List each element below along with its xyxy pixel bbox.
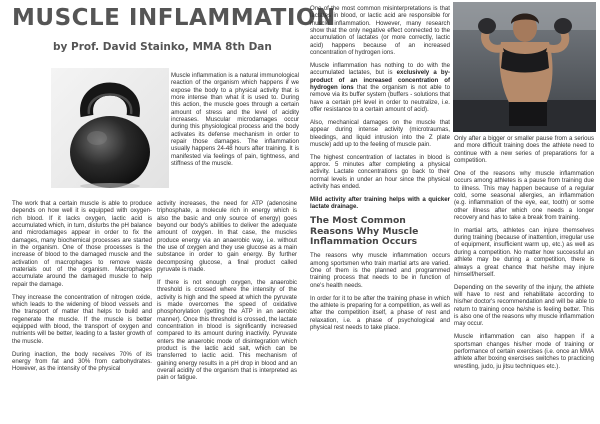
female-fighter-photo bbox=[453, 2, 596, 132]
column3-paragraph-4: The highest concentration of lactates in blood is approx. 5 minutes after completing a physical activity. Lactate concentrations go back to their normal levels in under an hour since the physical activity has ended. bbox=[310, 153, 450, 191]
intro-text: Muscle inflammation is a natural immunological reaction of the organism which happens if we expose the body to a physical activity that is more intense than what it is used to. During this action, the muscle goes through a certain amount of stress and the level of acidity increases. Muscular microdamages occur during this physiological process and the body activates its defense mechanism in order to repair those damages. The inflammation usually happens 24-48 hours after training. It is manifested via feelings of pain, tightness, and stiffness of the muscle. bbox=[171, 72, 299, 168]
lactate-drainage-tip: Mild activity after training helps with a quicker lactate drainage. bbox=[310, 195, 450, 211]
column1-paragraph-1: The work that a certain muscle is able to produce depends on how well it is equipped with oxygen-rich blood. If it lacks oxygen, lactic acid is accumulated which, in turn, disturbs the pH balance and microdamages appear in order to fix the damages, many biochemical processes are started in the organism. One of those processes is the increase of blood to the damaged muscle and the activation of macrophages to remove waste materials out of the organism. Macrophages accumulate around the damaged muscle to help repair the damage. bbox=[12, 200, 152, 288]
column2-paragraph-1: activity increases, the need for ATP (adenosine triphosphate, a molecule rich in energy which is also the basic and only source of energy) goes beyond our body's abilities to deliver the adequate amount of oxygen. In that case, the muscles produce energy via an anaerobic way, i.e. without the use of oxygen and they use glucose as a main substance in order to gain energy. By further decomposing glucose, a final product called pyruvate is made. bbox=[157, 200, 297, 274]
page-title: MUSCLE INFLAMMATION bbox=[12, 5, 336, 31]
column3-paragraph-1: One of the most common misinterpretations is that lactates in blood, or lactic acid are responsible for muscle inflammation. However, many research show that the only negative effect connected to the accumulation of lactates (or more correctly, lactic acid) happens because of an increased concentration of hydrogen ions. bbox=[310, 5, 450, 57]
column3-paragraph-2-end: that the organism is not able to remove via its buffer system (buffers - solutions that have a certain pH level in order to neutralize, i.e. offer resistance to a certain amount of acid). bbox=[310, 83, 450, 113]
column3-paragraph-3: Also, mechanical damages on the muscle that appear during intense activity (microtraumas, bleedings, and liquid intrusion into the Z plate muscle) add up to the feeling of muscle pain. bbox=[310, 118, 450, 148]
column4-paragraph-4: Depending on the severity of the injury, the athlete will have to rest and rehabilitate according to his/her doctor's recommendation and will be able to return to training once he/she is feeling better. This is also one of the reasons why muscle inflammation may occur. bbox=[454, 283, 594, 328]
section-heading: The Most Common Reasons Why Muscle Inflammation Occurs bbox=[310, 215, 419, 247]
column2-paragraph-2: If there is not enough oxygen, the anaerobic threshold is crossed where the intensity of the activity is high and the speed at which the pyruvate is made overcomes the speed of oxidative phosphorylation (getting the ATP in an aerobic manner). Once this threshold is crossed, the lactate concentration in blood is significantly increased compared to its amount during inactivity. Pyruvate enters the anaerobic mode of disintegration which product is the lactic acid salt, which can be transferred to lactic acid. This mechanism of gaining energy results in a pH drop in blood and an overall acidity of the organism that is interpreted as pain or fatigue. bbox=[157, 278, 297, 382]
column4-paragraph-2: One of the reasons why muscle inflammation occurs among athletes is a pause from training due to illness. This may happen because of a regular cold, some seasonal allergies, an inflammation (e.g. inflammation of the eye, ear, tooth) or some other illness after which one needs a longer recovery and has to take a break from training. bbox=[454, 169, 594, 221]
column4-paragraph-1: Only after a bigger or smaller pause from a serious and more difficult training does the athlete need to continue with a new series of preparations for a competition. bbox=[454, 135, 594, 165]
column3-paragraph-2 bbox=[310, 62, 450, 113]
author-byline: by Prof. David Stainko, MMA 8th Dan bbox=[53, 41, 272, 53]
column4-paragraph-5: Muscle inflammation can also happen if a sportsman changes his/her mode of training or performance of certain exercises (i.e. once an MMA athlete after boxing exercises switches to practicing wrestling, judo, ju jitsu techniques etc.). bbox=[454, 333, 594, 370]
article-column-1 bbox=[12, 200, 152, 378]
column1-paragraph-3: During inaction, the body receives 70% of its energy from fat and 30% from carbohydrates. However, as the intensity of the physical bbox=[12, 350, 152, 373]
hydrogen-ions-emphasis: exclusively a by-product of an increased concentration of hydrogen ions bbox=[310, 69, 450, 91]
column3-paragraph-5: The reasons why muscle inflammation occurs among sportsmen who train martial arts are varied. One of them is the planned and programmed training process that needs to be in function of one's health needs. bbox=[310, 252, 450, 289]
kettlebell-photo bbox=[51, 68, 169, 188]
article-column-4 bbox=[454, 135, 594, 375]
column3-paragraph-6: In order for it to be after the training phase in which the athlete is preparing for a competition, as well as after the competition itself, a phase of rest and relaxation, i.e. a phase of psychological and physical rest needs to take place. bbox=[310, 294, 450, 331]
article-column-3 bbox=[310, 5, 450, 337]
column1-paragraph-2: They increase the concentration of nitrogen oxide, which leads to the widening of blood vessels and the transport of matter that helps to build and regenerate the muscle. If the muscle is better equipped with blood, the transport of oxygen and nutrients will be better, leading to a faster growth of the muscle. bbox=[12, 293, 152, 345]
intro-paragraph bbox=[171, 72, 299, 173]
column3-paragraph-2-start: Muscle inflammation has nothing to do with the accumulated lactates, but is bbox=[310, 61, 450, 77]
article-column-2 bbox=[157, 200, 297, 387]
column4-paragraph-3: In martial arts, athletes can injure themselves during training (because of inattention, irregular use of equipment, insufficient warm up, etc.) as well as during a competition. No matter how successful an athlete may be during a competition, there is always a great chance that he/she may injure himself/herself. bbox=[454, 226, 594, 278]
